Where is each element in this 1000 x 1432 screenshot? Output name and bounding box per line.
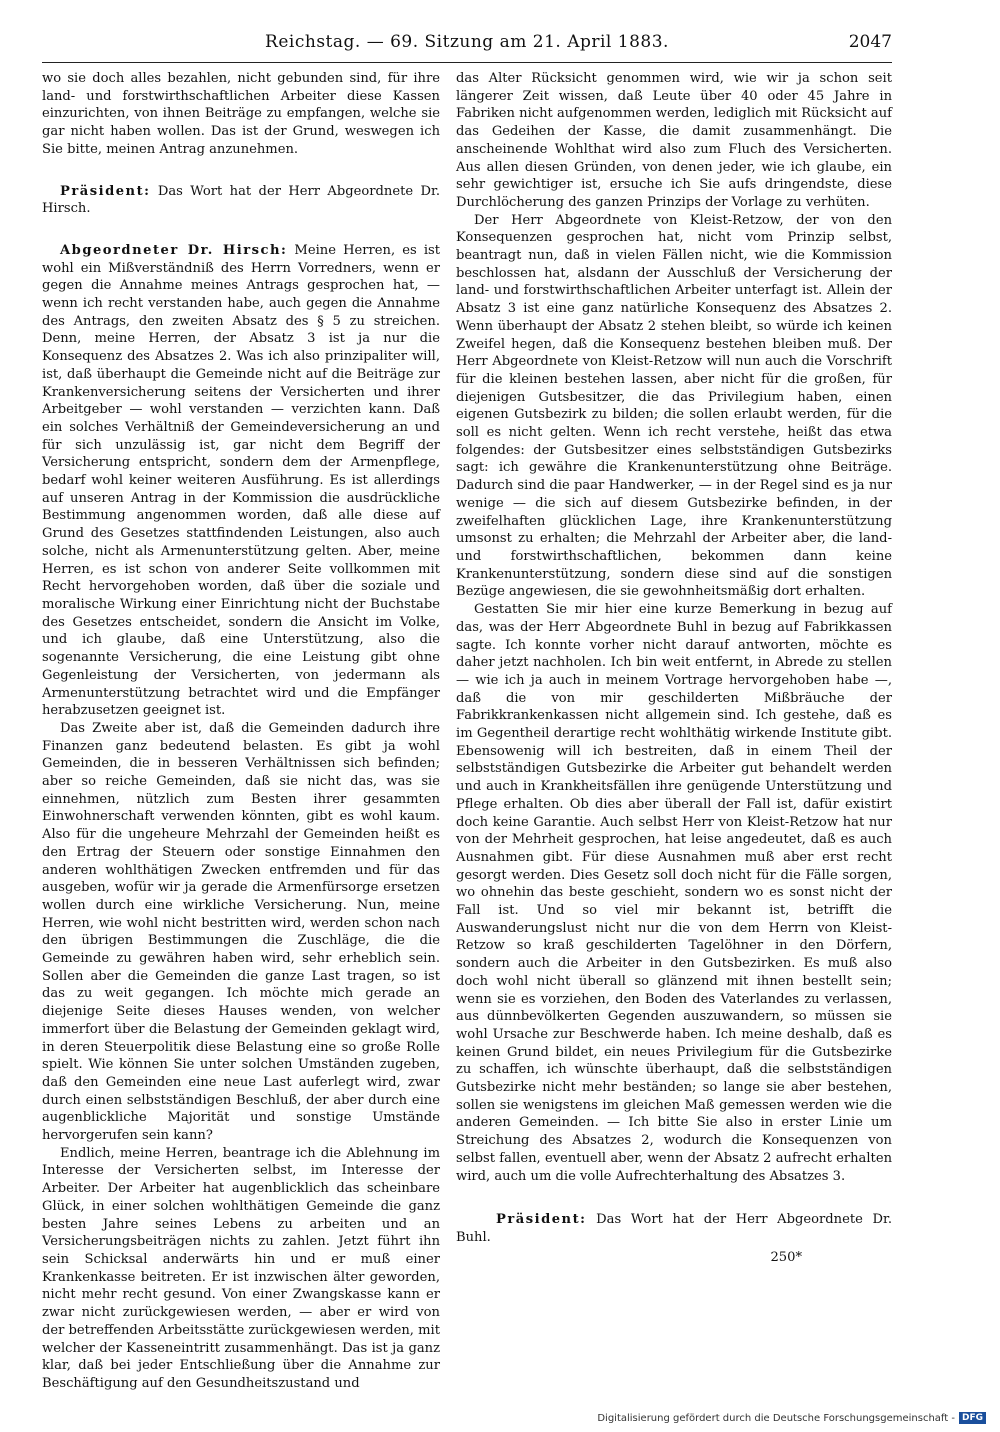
page-number: 2047 bbox=[848, 32, 892, 52]
page-header bbox=[42, 32, 892, 56]
footer-text: Digitalisierung gefördert durch die Deutsche Forschungsgemeinschaft - bbox=[597, 1412, 955, 1424]
header-rule bbox=[42, 62, 892, 63]
paragraph: Das Zweite aber ist, daß die Gemeinden dadurch ihre Finanzen ganz bedeutend belasten. Es gibt ja wohl Gemeinden, die in besseren Verhältnissen sich befinden; aber so reiche Gemeinden, daß sie nicht das, was sie einnehmen, nützlich zum Besten ihrer gesammten Einwohnerschaft verwenden könnten, gibt es wohl kaum. Also für die ungeheure Mehrzahl der Gemeinden heißt es den Ertrag der Steuern oder sonstige Einnahmen den anderen wohlthätigen Zwecken entfremden und für das ausgeben, wofür wir ja gerade die Armenfürsorge ersetzen wollen durch eine wirkliche Versicherung. Nun, meine Herren, wie wohl nicht bestritten wird, werden schon nach den übrigen Bestimmungen die Zuschläge, die die Gemeinde zu gewähren haben wird, sehr erheblich sein. Sollen aber die Gemeinden die ganze Last tragen, so ist das zu weit gegangen. Ich möchte mich gerade an diejenige Seite dieses Hauses wenden, von welcher immerfort über die Belastung der Gemeinden geklagt wird, in deren Steuerpolitik diese Belastung eine so große Rolle spielt. Wie können Sie unter solchen Umständen zugeben, daß den Gemeinden eine neue Last auferlegt wird, zwar durch einen selbstständigen Beschluß, der aber durch eine augenblickliche Majorität und sonstige Umstände hervorgerufen sein kann? bbox=[42, 720, 440, 1144]
speaker-label: Präsident: bbox=[60, 183, 151, 199]
paragraph: Der Herr Abgeordnete von Kleist-Retzow, der von den Konsequenzen gesprochen hat, nicht vom Prinzip selbst, beantragt nun, daß in vielen Fällen nicht, wie die Kommission beschlossen hat, alsdann der Ausschluß der Versicherung der land- und forstwirthschaftlichen Arbeiter unterfagt ist. Allein der Absatz 3 ist eine ganz natürliche Konsequenz des Absatzes 2. Wenn überhaupt der Absatz 2 stehen bleibt, so würde ich keinen Zweifel hegen, daß die Konsequenz bestehen bleiben muß. Der Herr Abgeordnete von Kleist-Retzow will nun auch die Vorschrift für die kleinen bestehen lassen, aber nicht für die großen, für diejenigen Gutsbesitzer, die das Privilegium haben, einen eigenen Gutsbezirk zu bilden; die sollen erlaubt werden, für die soll es nicht gelten. Wenn ich recht verstehe, heißt das etwa folgendes: der Gutsbesitzer eines selbstständigen Gutsbezirks sagt: ich gewähre die Krankenunterstützung ohne Beiträge. Dadurch sind die paar Handwerker, — in der Regel sind es ja nur wenige — die sich auf diesem Gutsbezirke befinden, in der zweifelhaften glücklichen Lage, ihre Krankenunterstützung umsonst zu erhalten; die Mehrzahl der Arbeiter aber, die land- und forstwirthschaftlichen, bekommen dann keine Krankenunterstützung, sondern diese sind auf die sonstigen Bezüge angewiesen, die sie gewohnheitsmäßig dort erhalten. bbox=[456, 212, 892, 600]
speaker-label: Abgeordneter Dr. Hirsch: bbox=[60, 242, 288, 258]
paragraph: wo sie doch alles bezahlen, nicht gebunden sind, für ihre land- und forstwirthschaftlichen Arbeiter diese Kassen einzurichten, von ihnen Beiträge zu empfangen, welche sie gar nicht haben wollen. Das ist der Grund, weswegen ich Sie bitte, meinen Antrag anzunehmen. bbox=[42, 71, 440, 157]
running-title: Reichstag. — 69. Sitzung am 21. April 1883. bbox=[265, 32, 669, 52]
left-column bbox=[42, 70, 440, 1393]
paragraph: Abgeordneter Dr. Hirsch: Meine Herren, es ist wohl ein Mißverständniß des Herrn Vorredners, wenn er gegen die Annahme meines Antrags gesprochen hat, — wenn ich recht verstanden habe, auch gegen die Annahme des Antrags, den zweiten Absatz des § 5 zu streichen. Denn, meine Herren, der Absatz 3 ist ja nur die Konsequenz des Absatzes 2. Was ich also prinzipaliter will, ist, daß überhaupt die Gemeinde nicht auf die Beiträge zur Krankenversicherung seitens der Versicherten und ihrer Arbeitgeber — wohl verstanden — verzichten kann. Daß ein solches Verhältniß der Gemeindeversicherung an und für sich unzulässig ist, gar nicht dem Begriff der Versicherung entspricht, sondern dem der Armenpflege, bedarf wohl keiner weiteren Ausführung. Es ist allerdings auf unseren Antrag in der Kommission die ausdrückliche Bestimmung angenommen worden, daß alle diese auf Grund des Gesetzes stattfindenden Leistungen, also auch solche, nicht als Armenunterstützung gelten. Aber, meine Herren, es ist schon von anderer Seite vollkommen mit Recht hervorgehoben worden, daß über die soziale und moralische Wirkung einer Einrichtung nicht der Buchstabe des Gesetzes entscheidet, sondern die Ansicht im Volke, und ich glaube, daß eine Unterstützung, also die sogenannte Versicherung, die eine Leistung gibt ohne Gegenleistung der Versicherten, von jedermann als Armenunterstützung betrachtet wird und die Empfänger herabzusetzen geeignet ist. bbox=[42, 242, 440, 719]
paragraph: Präsident: Das Wort hat der Herr Abgeordnete Dr. Hirsch. bbox=[42, 183, 440, 217]
paragraph: das Alter Rücksicht genommen wird, wie wir ja schon seit längerer Zeit wissen, daß Leute über 40 oder 45 Jahre in Fabriken nicht aufgenommen werden, lediglich mit Rücksicht auf das Gedeihen der Kasse, die damit zusammenhängt. Die anscheinende Wohlthat wird also zum Fluch des Versicherten. Aus allen diesen Gründen, von denen jeder, wie ich glaube, ein sehr gewichtiger ist, ersuche ich Sie aufs dringendste, diese Durchlöcherung des ganzen Prinzips der Vorlage zu verhüten. bbox=[456, 71, 892, 210]
signature-mark: 250* bbox=[770, 1249, 802, 1265]
paragraph: Endlich, meine Herren, beantrage ich die Ablehnung im Interesse der Versicherten selbst, im Interesse der Arbeiter. Der Arbeiter hat augenblicklich das scheinbare Glück, in einer solchen wohlthätigen Gemeinde die ganz besten Jahre seines Lebens zu arbeiten und an Versicherungsbeiträgen nichts zu zahlen. Jetzt führt ihn sein Schicksal anderwärts hin und er muß einer Krankenkasse beitreten. Er ist inzwischen älter geworden, nicht mehr recht gesund. Von einer Zwangskasse kann er zwar nicht zurückgewiesen werden, — aber er wird von der betreffenden Arbeitsstätte zurückgewiesen werden, mit welcher der Kasseneintritt zusammenhängt. Das ist ja ganz klar, daß bei jeder Entschließung über die Annahme zur Beschäftigung auf den Gesundheitszustand und bbox=[42, 1145, 440, 1391]
footer bbox=[597, 1412, 986, 1424]
paragraph: Präsident: Das Wort hat der Herr Abgeordnete Dr. Buhl. bbox=[456, 1212, 892, 1245]
right-column bbox=[456, 70, 892, 1266]
paragraph: Gestatten Sie mir hier eine kurze Bemerkung in bezug auf das, was der Herr Abgeordnete Buhl in bezug auf Fabrikkassen sagte. Ich konnte vorher nicht darauf antworten, möchte es daher jetzt nachholen. Ich bin weit entfernt, in Abrede zu stellen — wie ich ja auch in meinem Vortrage hervorgehoben habe —, daß die von mir geschilderten Mißbräuche der Fabrikkrankenkassen nicht allgemein sind. Ich gestehe, daß es im Gegentheil derartige recht wohlthätig wirkende Institute gibt. Ebensowenig will ich bestreiten, daß in einem Theil der selbstständigen Gutsbezirke die Arbeiter gut behandelt werden und auch in Krankheitsfällen ihre genügende Unterstützung und Pflege erhalten. Ob dies aber überall der Fall ist, dafür existirt doch keine Garantie. Auch selbst Herr von Kleist-Retzow hat nur von der Mehrheit gesprochen, hat leise angedeutet, daß es auch Ausnahmen gibt. Für diese Ausnahmen muß aber erst recht gesorgt werden. Dies Gesetz soll doch nicht für die Fälle sorgen, wo ohnehin das beste geschieht, sondern wo es sonst nicht der Fall ist. Und so viel mir bekannt ist, betrifft die Auswanderungslust nicht nur die von dem Herrn von Kleist-Retzow so kraß geschilderten Tagelöhner in den Dörfern, sondern auch die Arbeiter in den Gutsbezirken. Es muß also doch wohl nicht überall so glänzend mit ihnen bestellt sein; wenn sie es vorziehen, den Boden des Vaterlandes zu verlassen, aus dünnbevölkerten Gegenden auszuwandern, so müssen sie wohl Ursache zur Beschwerde haben. Ich meine deshalb, daß es keinen Grund bildet, ein neues Privilegium für die Gutsbezirke zu schaffen, ich wünschte überhaupt, daß die selbstständigen Gutsbezirke nicht mehr beständen; so lange sie aber bestehen, sollen sie wenigstens im gleichen Maß gemessen werden wie die anderen Gemeinden. — Ich bitte Sie also in erster Linie um Streichung des Absatzes 2, wodurch die Konsequenzen von selbst fallen, eventuell aber, wenn der Absatz 2 aufrecht erhalten wird, auch um die volle Aufrechterhaltung des Absatzes 3. bbox=[456, 602, 892, 1184]
dfg-logo-icon: DFG bbox=[959, 1412, 986, 1424]
speaker-label: Präsident: bbox=[496, 1212, 587, 1228]
